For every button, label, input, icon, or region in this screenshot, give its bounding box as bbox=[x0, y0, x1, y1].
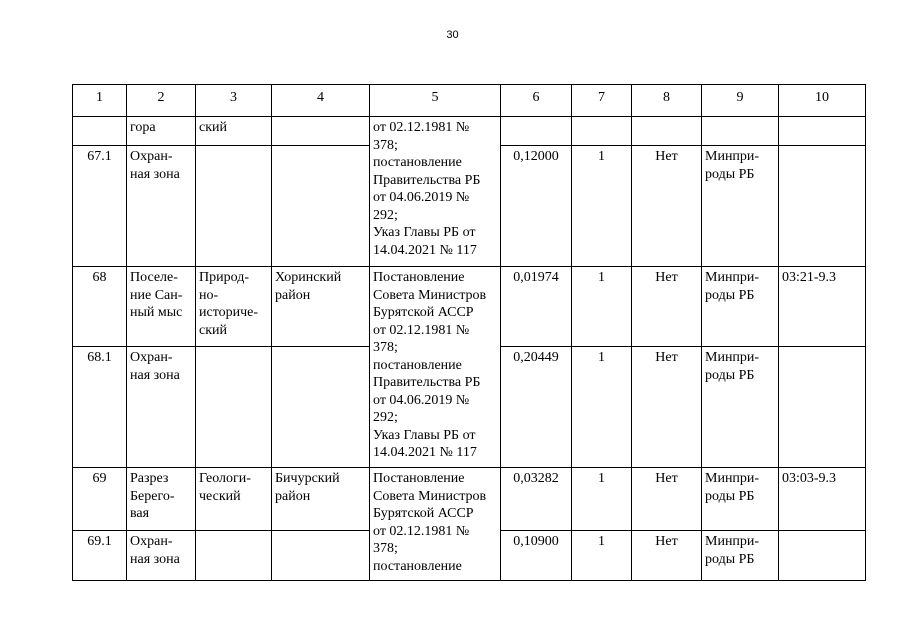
cell-number: 67.1 bbox=[73, 146, 127, 267]
cell-flag: Нет bbox=[632, 267, 702, 347]
header-row bbox=[73, 85, 866, 117]
cell-code: 03:03-9.3 bbox=[779, 468, 866, 531]
cell-profile bbox=[196, 531, 272, 581]
cell-profile bbox=[196, 146, 272, 267]
header-col-8: 8 bbox=[632, 85, 702, 117]
cell-code bbox=[779, 347, 866, 468]
header-col-10: 10 bbox=[779, 85, 866, 117]
cell-flag: Нет bbox=[632, 146, 702, 267]
cell-flag: Нет bbox=[632, 468, 702, 531]
cell-profile: Природ- но- историче- ский bbox=[196, 267, 272, 347]
document-table bbox=[72, 84, 866, 581]
cell-number: 68.1 bbox=[73, 347, 127, 468]
cell-name: Разрез Берего- вая bbox=[127, 468, 196, 531]
cell-area: 0,20449 bbox=[501, 347, 572, 468]
cell-location bbox=[272, 347, 370, 468]
cell-area: 0,01974 bbox=[501, 267, 572, 347]
header-col-7: 7 bbox=[572, 85, 632, 117]
cell-profile: Геологи- ческий bbox=[196, 468, 272, 531]
table-row bbox=[73, 267, 866, 347]
header-col-6: 6 bbox=[501, 85, 572, 117]
cell-name: Охран- ная зона bbox=[127, 531, 196, 581]
cell-location bbox=[272, 531, 370, 581]
cell-area: 0,03282 bbox=[501, 468, 572, 531]
header-col-4: 4 bbox=[272, 85, 370, 117]
table-row bbox=[73, 468, 866, 531]
cell-location bbox=[272, 117, 370, 146]
cell-legal-basis: от 02.12.1981 № 378; постановление Правительства РБ от 04.06.2019 № 292; Указ Главы РБ от 14.04.2021 № 117 bbox=[370, 117, 501, 267]
cell-authority: Минпри- роды РБ bbox=[702, 267, 779, 347]
cell-location: Хоринский район bbox=[272, 267, 370, 347]
cell-number bbox=[73, 117, 127, 146]
cell-name: гора bbox=[127, 117, 196, 146]
cell-name: Охран- ная зона bbox=[127, 146, 196, 267]
cell-number: 69.1 bbox=[73, 531, 127, 581]
cell-flag: Нет bbox=[632, 531, 702, 581]
cell-authority bbox=[702, 117, 779, 146]
cell-name: Охран- ная зона bbox=[127, 347, 196, 468]
header-col-2: 2 bbox=[127, 85, 196, 117]
cell-legal-basis: Постановление Совета Министров Бурятской АССР от 02.12.1981 № 378; постановление bbox=[370, 468, 501, 581]
cell-authority: Минпри- роды РБ bbox=[702, 468, 779, 531]
cell-profile bbox=[196, 347, 272, 468]
header-col-5: 5 bbox=[370, 85, 501, 117]
cell-count bbox=[572, 117, 632, 146]
header-col-3: 3 bbox=[196, 85, 272, 117]
cell-name: Поселе- ние Сан- ный мыс bbox=[127, 267, 196, 347]
cell-flag bbox=[632, 117, 702, 146]
header-col-1: 1 bbox=[73, 85, 127, 117]
cell-count: 1 bbox=[572, 468, 632, 531]
cell-authority: Минпри- роды РБ bbox=[702, 347, 779, 468]
cell-number: 69 bbox=[73, 468, 127, 531]
cell-code bbox=[779, 146, 866, 267]
cell-location: Бичурский район bbox=[272, 468, 370, 531]
cell-location bbox=[272, 146, 370, 267]
cell-flag: Нет bbox=[632, 347, 702, 468]
page-number: 30 bbox=[446, 29, 459, 41]
cell-code bbox=[779, 531, 866, 581]
cell-count: 1 bbox=[572, 267, 632, 347]
cell-authority: Минпри- роды РБ bbox=[702, 146, 779, 267]
header-col-9: 9 bbox=[702, 85, 779, 117]
cell-count: 1 bbox=[572, 347, 632, 468]
cell-number: 68 bbox=[73, 267, 127, 347]
cell-count: 1 bbox=[572, 146, 632, 267]
cell-profile: ский bbox=[196, 117, 272, 146]
cell-area bbox=[501, 117, 572, 146]
cell-legal-basis: Постановление Совета Министров Бурятской АССР от 02.12.1981 № 378; постановление Правительства РБ от 04.06.2019 № 292; Указ Главы РБ от 14.04.2021 № 117 bbox=[370, 267, 501, 468]
cell-code: 03:21-9.3 bbox=[779, 267, 866, 347]
cell-area: 0,12000 bbox=[501, 146, 572, 267]
cell-count: 1 bbox=[572, 531, 632, 581]
cell-code bbox=[779, 117, 866, 146]
table-row bbox=[73, 117, 866, 146]
cell-authority: Минпри- роды РБ bbox=[702, 531, 779, 581]
cell-area: 0,10900 bbox=[501, 531, 572, 581]
